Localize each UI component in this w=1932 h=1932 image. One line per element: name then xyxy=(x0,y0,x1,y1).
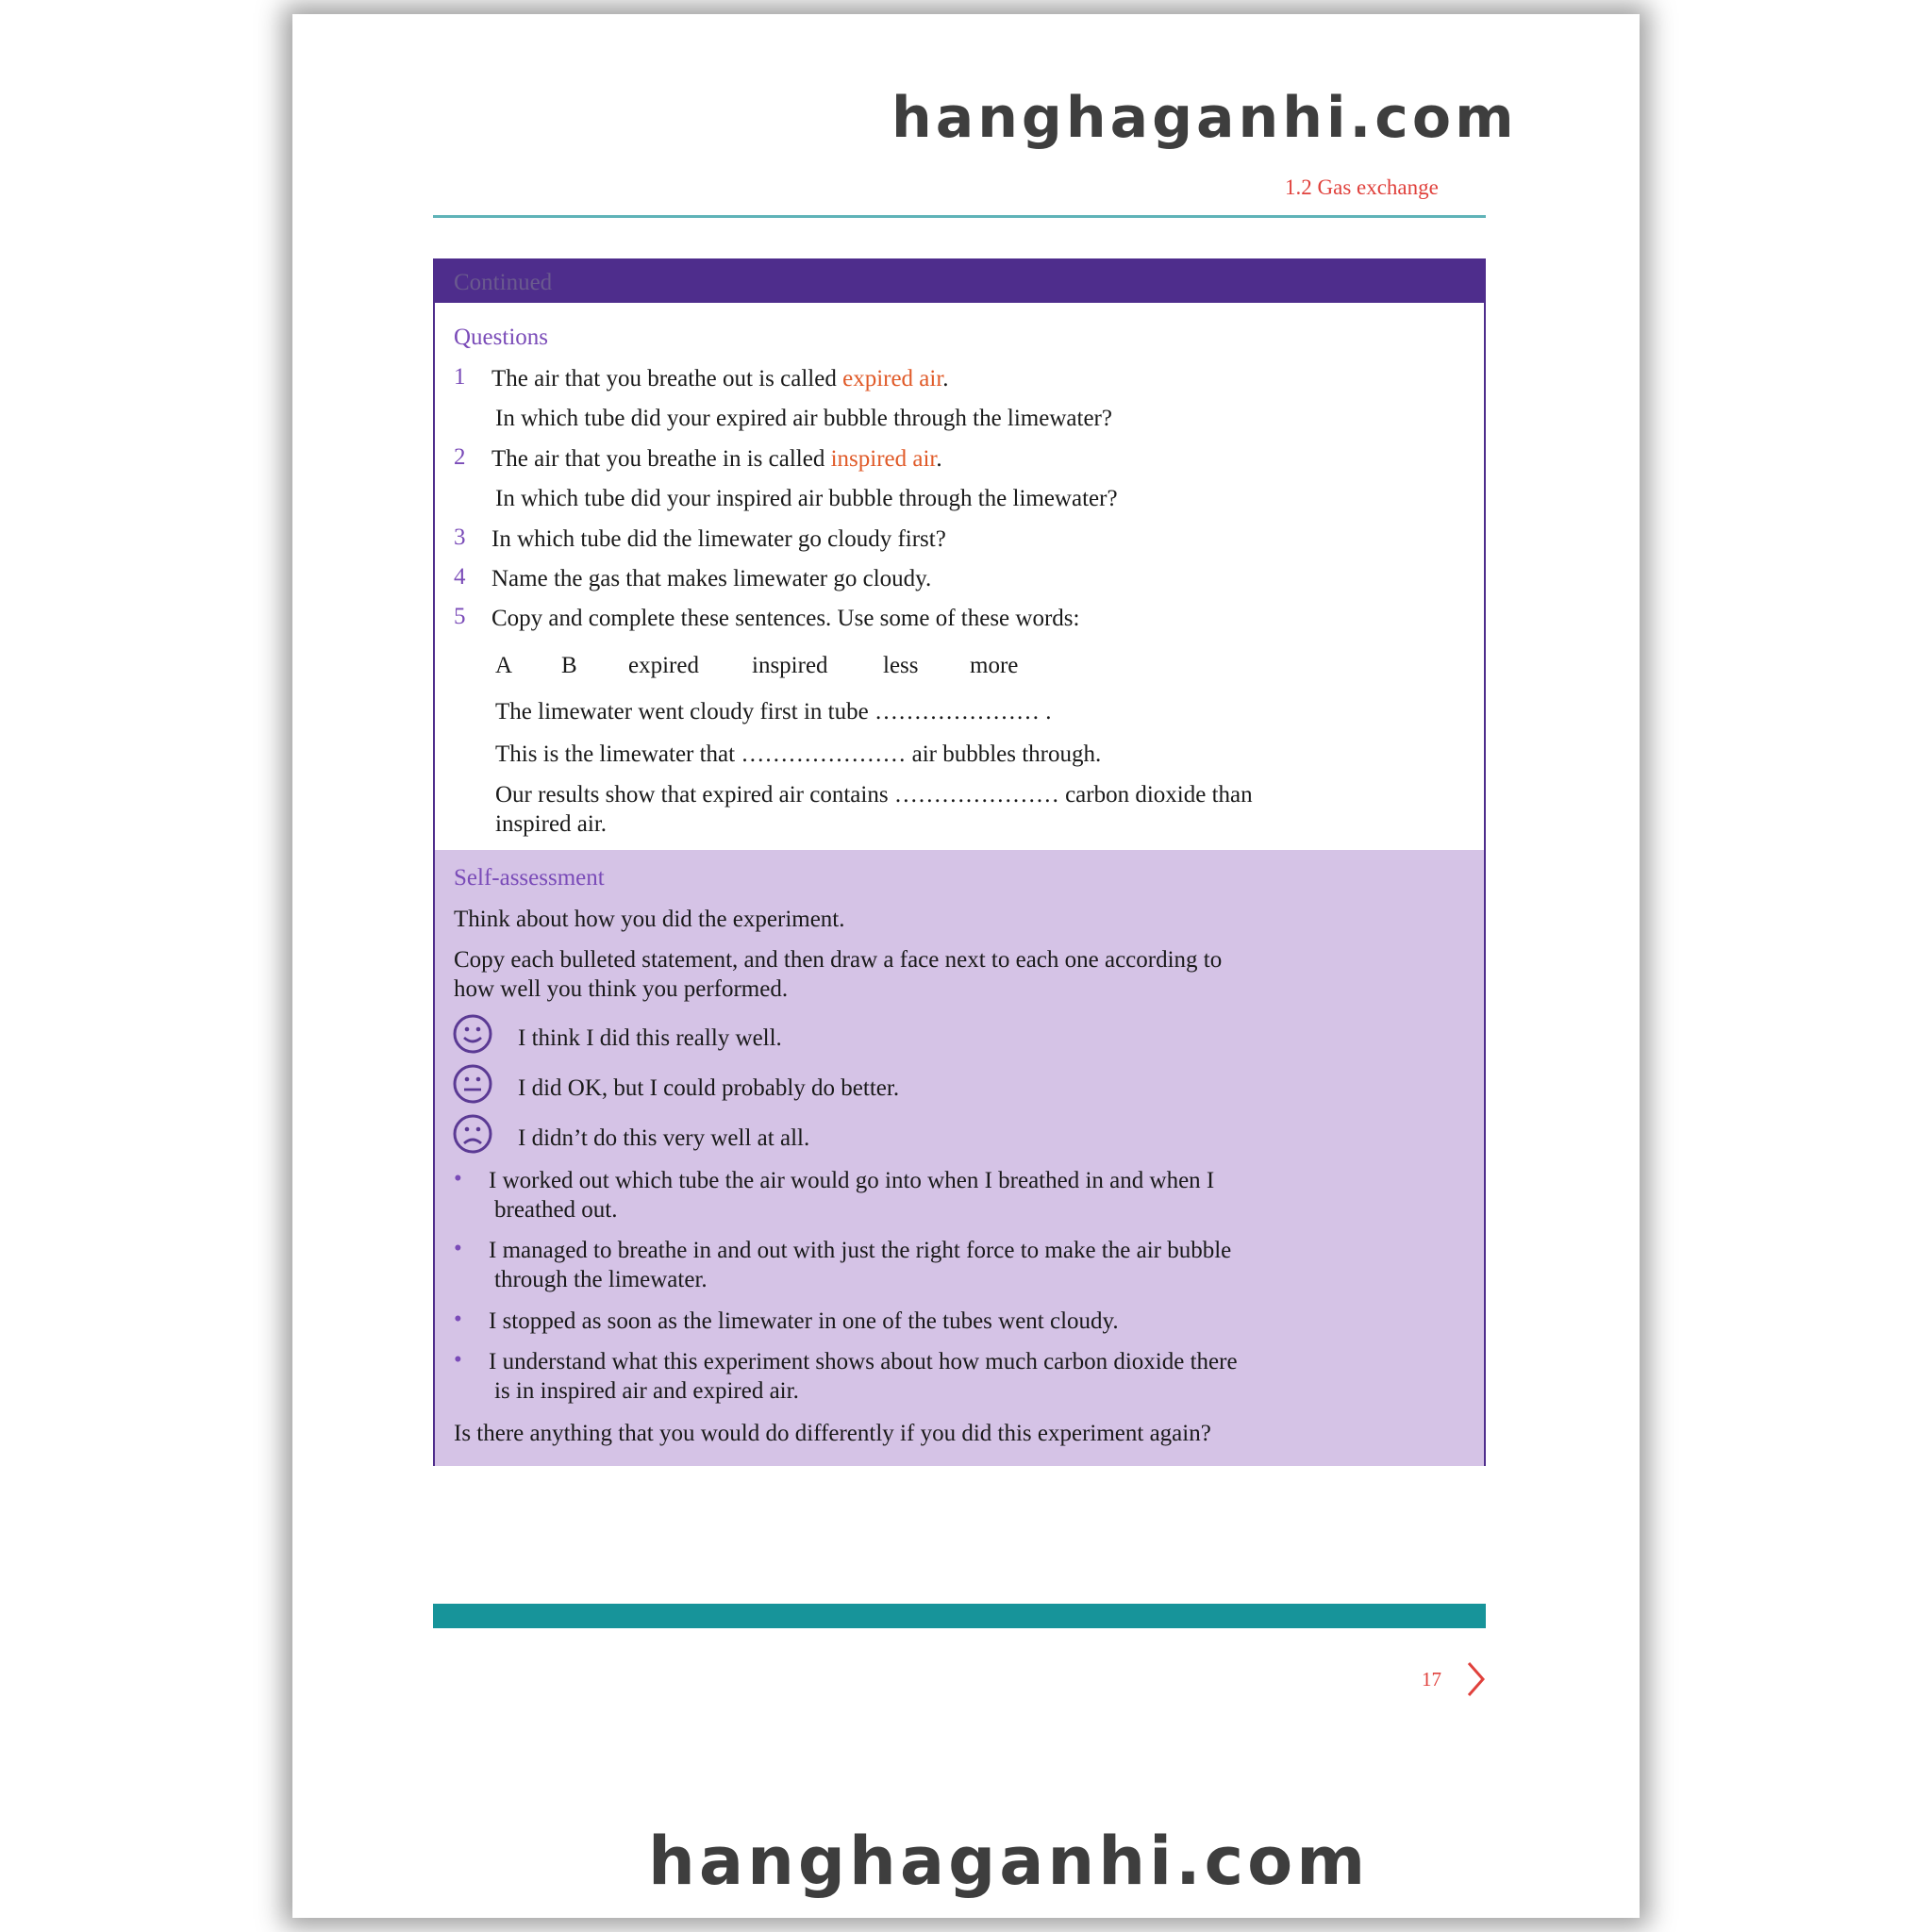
question-number: 2 xyxy=(454,444,466,470)
key-term: inspired air xyxy=(830,446,937,472)
bullet-marker: • xyxy=(454,1347,462,1373)
word-bank-item: A xyxy=(495,653,513,678)
box-header xyxy=(435,260,1484,303)
word-bank-item: inspired xyxy=(752,653,828,678)
self-assessment-panel xyxy=(435,850,1484,1466)
key-term: expired air xyxy=(842,366,943,391)
sad-face-icon xyxy=(452,1113,493,1155)
bullet-statement-continued: is in inspired air and expired air. xyxy=(494,1378,799,1404)
header-rule xyxy=(433,215,1486,218)
watermark-bottom: hanghaganhi.com xyxy=(648,1823,1370,1900)
watermark-top: hanghaganhi.com xyxy=(891,85,1518,151)
question-text xyxy=(491,444,942,474)
word-bank-item: more xyxy=(970,653,1019,678)
self-assessment-intro: Think about how you did the experiment. xyxy=(454,907,845,932)
question-text: Name the gas that makes limewater go cloudy. xyxy=(491,566,932,591)
word-bank-item: less xyxy=(883,653,919,678)
happy-face-icon xyxy=(452,1013,493,1055)
question-text-part: . xyxy=(936,446,942,472)
question-number: 3 xyxy=(454,525,466,550)
fill-in-sentence: This is the limewater that ………………… air bubbles through. xyxy=(495,741,1102,767)
running-head: 1.2 Gas exchange xyxy=(1285,175,1439,199)
bullet-marker: • xyxy=(454,1236,462,1261)
question-number: 4 xyxy=(454,564,466,590)
question-number: 1 xyxy=(454,364,466,390)
activity-box xyxy=(433,258,1486,1466)
question-number: 5 xyxy=(454,604,466,629)
bullet-statement-continued: breathed out. xyxy=(494,1197,618,1223)
face-label: I think I did this really well. xyxy=(518,1025,782,1051)
fill-in-sentence: The limewater went cloudy first in tube ………………… . xyxy=(495,699,1052,724)
page-number: 17 xyxy=(1422,1668,1441,1690)
self-assessment-closing: Is there anything that you would do differently if you did this experiment again? xyxy=(454,1421,1211,1446)
self-assessment-instruction: how well you think you performed. xyxy=(454,976,789,1002)
question-subtext: In which tube did your inspired air bubble through the limewater? xyxy=(495,486,1118,511)
bullet-statement: I stopped as soon as the limewater in one of the tubes went cloudy. xyxy=(489,1308,1119,1334)
question-subtext: In which tube did your expired air bubble through the limewater? xyxy=(495,406,1112,431)
question-text-part: The air that you breathe out is called xyxy=(491,366,843,391)
question-text: In which tube did the limewater go cloudy first? xyxy=(491,526,946,552)
neutral-face-icon xyxy=(452,1063,493,1105)
bullet-statement-continued: through the limewater. xyxy=(494,1267,708,1292)
fill-in-sentence: Our results show that expired air contains ………………… carbon dioxide than xyxy=(495,782,1253,808)
box-header-label: Continued xyxy=(454,270,553,295)
question-text-part: The air that you breathe in is called xyxy=(491,446,831,472)
word-bank-item: expired xyxy=(628,653,699,678)
bullet-marker: • xyxy=(454,1166,462,1191)
face-label: I didn’t do this very well at all. xyxy=(518,1125,810,1151)
question-text xyxy=(491,364,949,393)
self-assessment-heading: Self-assessment xyxy=(454,865,605,891)
question-text: Copy and complete these sentences. Use some of these words: xyxy=(491,606,1080,631)
bullet-statement: I worked out which tube the air would go into when I breathed in and when I xyxy=(489,1168,1215,1193)
question-text-part: . xyxy=(942,366,949,391)
self-assessment-instruction: Copy each bulleted statement, and then draw a face next to each one according to xyxy=(454,947,1223,973)
word-bank-item: B xyxy=(561,653,577,678)
bullet-statement: I understand what this experiment shows about how much carbon dioxide there xyxy=(489,1349,1238,1374)
chevron-right-icon[interactable] xyxy=(1463,1660,1488,1698)
questions-heading: Questions xyxy=(454,325,548,350)
footer-bar xyxy=(433,1604,1486,1628)
bullet-statement: I managed to breathe in and out with just the right force to make the air bubble xyxy=(489,1238,1232,1263)
fill-in-sentence: inspired air. xyxy=(495,811,608,837)
bullet-marker: • xyxy=(454,1307,462,1332)
face-label: I did OK, but I could probably do better. xyxy=(518,1075,900,1101)
